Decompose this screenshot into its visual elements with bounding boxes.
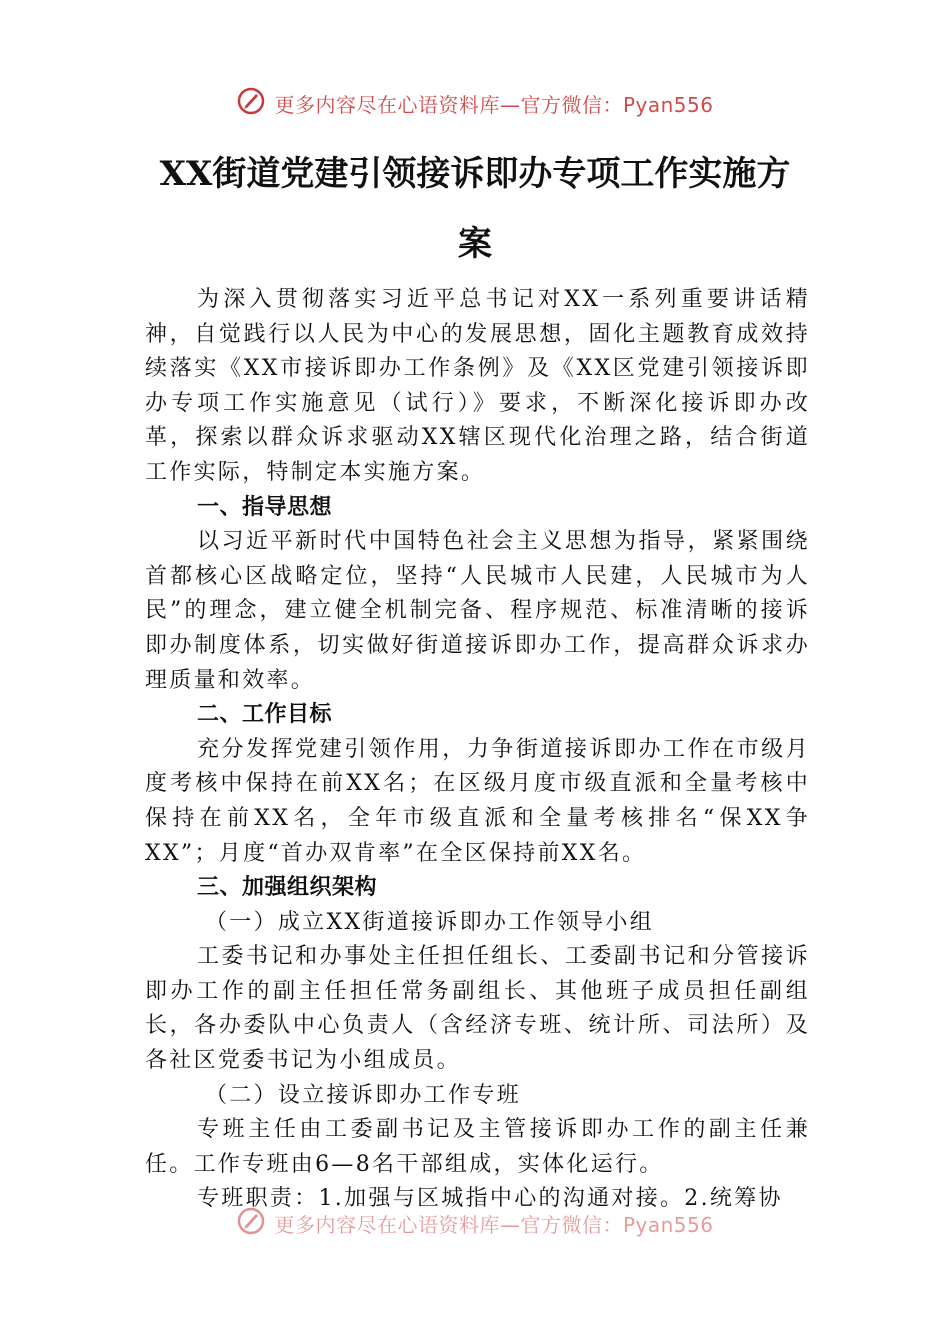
subsection-heading-leading-group: （一）成立XX街道接诉即办工作领导小组 (205, 909, 655, 935)
work-goals-paragraph: 充分发挥党建引领作用，力争街道接诉即办工作在市级月度考核中保持在前XX名；在区级月度市级直派和全量考核中保持在前XX名，全年市级直派和全量考核排名“保XX争XX”；月度“首办双肯率”在全区保持前XX名。 (145, 736, 810, 866)
watermark-text: 更多内容尽在心语资料库—官方微信：Pyan556 (274, 92, 714, 117)
document-title-line-2: 案 (458, 224, 492, 264)
intro-paragraph: 为深入贯彻落实习近平总书记对XX一系列重要讲话精神，自觉践行以人民为中心的发展思想，固化主题教育成效持续落实《XX市接诉即办工作条例》及《XX区党建引领接诉即办专项工作实施意见（试行）》要求，不断深化接诉即办改革，探索以群众诉求驱动XX辖区现代化治理之路，结合街道工作实际，特制定本实施方案。 (145, 287, 810, 485)
pen-logo-icon (236, 1206, 266, 1241)
task-force-duties-paragraph: 专班职责：1.加强与区城指中心的沟通对接。2.统筹协 (197, 1186, 783, 1212)
pen-logo-icon (236, 86, 266, 121)
document-title-line-1: XX街道党建引领接诉即办专项工作实施方 (159, 154, 791, 194)
section-heading-organization: 三、加强组织架构 (197, 875, 378, 901)
section-heading-guiding-ideology: 一、指导思想 (197, 494, 333, 520)
watermark-footer (0, 1206, 950, 1240)
watermark-header (0, 86, 950, 120)
task-force-paragraph: 专班主任由工委副书记及主管接诉即办工作的副主任兼任。工作专班由6—8名干部组成，实体化运行。 (145, 1117, 810, 1177)
leading-group-paragraph: 工委书记和办事处主任担任组长、工委副书记和分管接诉即办工作的副主任担任常务副组长、其他班子成员担任副组长，各办委队中心负责人（含经济专班、统计所、司法所）及各社区党委书记为小组成员。 (145, 944, 810, 1074)
watermark-text: 更多内容尽在心语资料库—官方微信：Pyan556 (274, 1212, 714, 1237)
subsection-heading-task-force: （二）设立接诉即办工作专班 (205, 1082, 521, 1108)
document-body (145, 283, 810, 1217)
section-heading-work-goals: 二、工作目标 (197, 702, 333, 728)
guiding-ideology-paragraph: 以习近平新时代中国特色社会主义思想为指导，紧紧围绕首都核心区战略定位，坚持“人民城市人民建，人民城市为人民”的理念，建立健全机制完备、程序规范、标准清晰的接诉即办制度体系，切实做好街道接诉即办工作，提高群众诉求办理质量和效率。 (145, 529, 810, 693)
